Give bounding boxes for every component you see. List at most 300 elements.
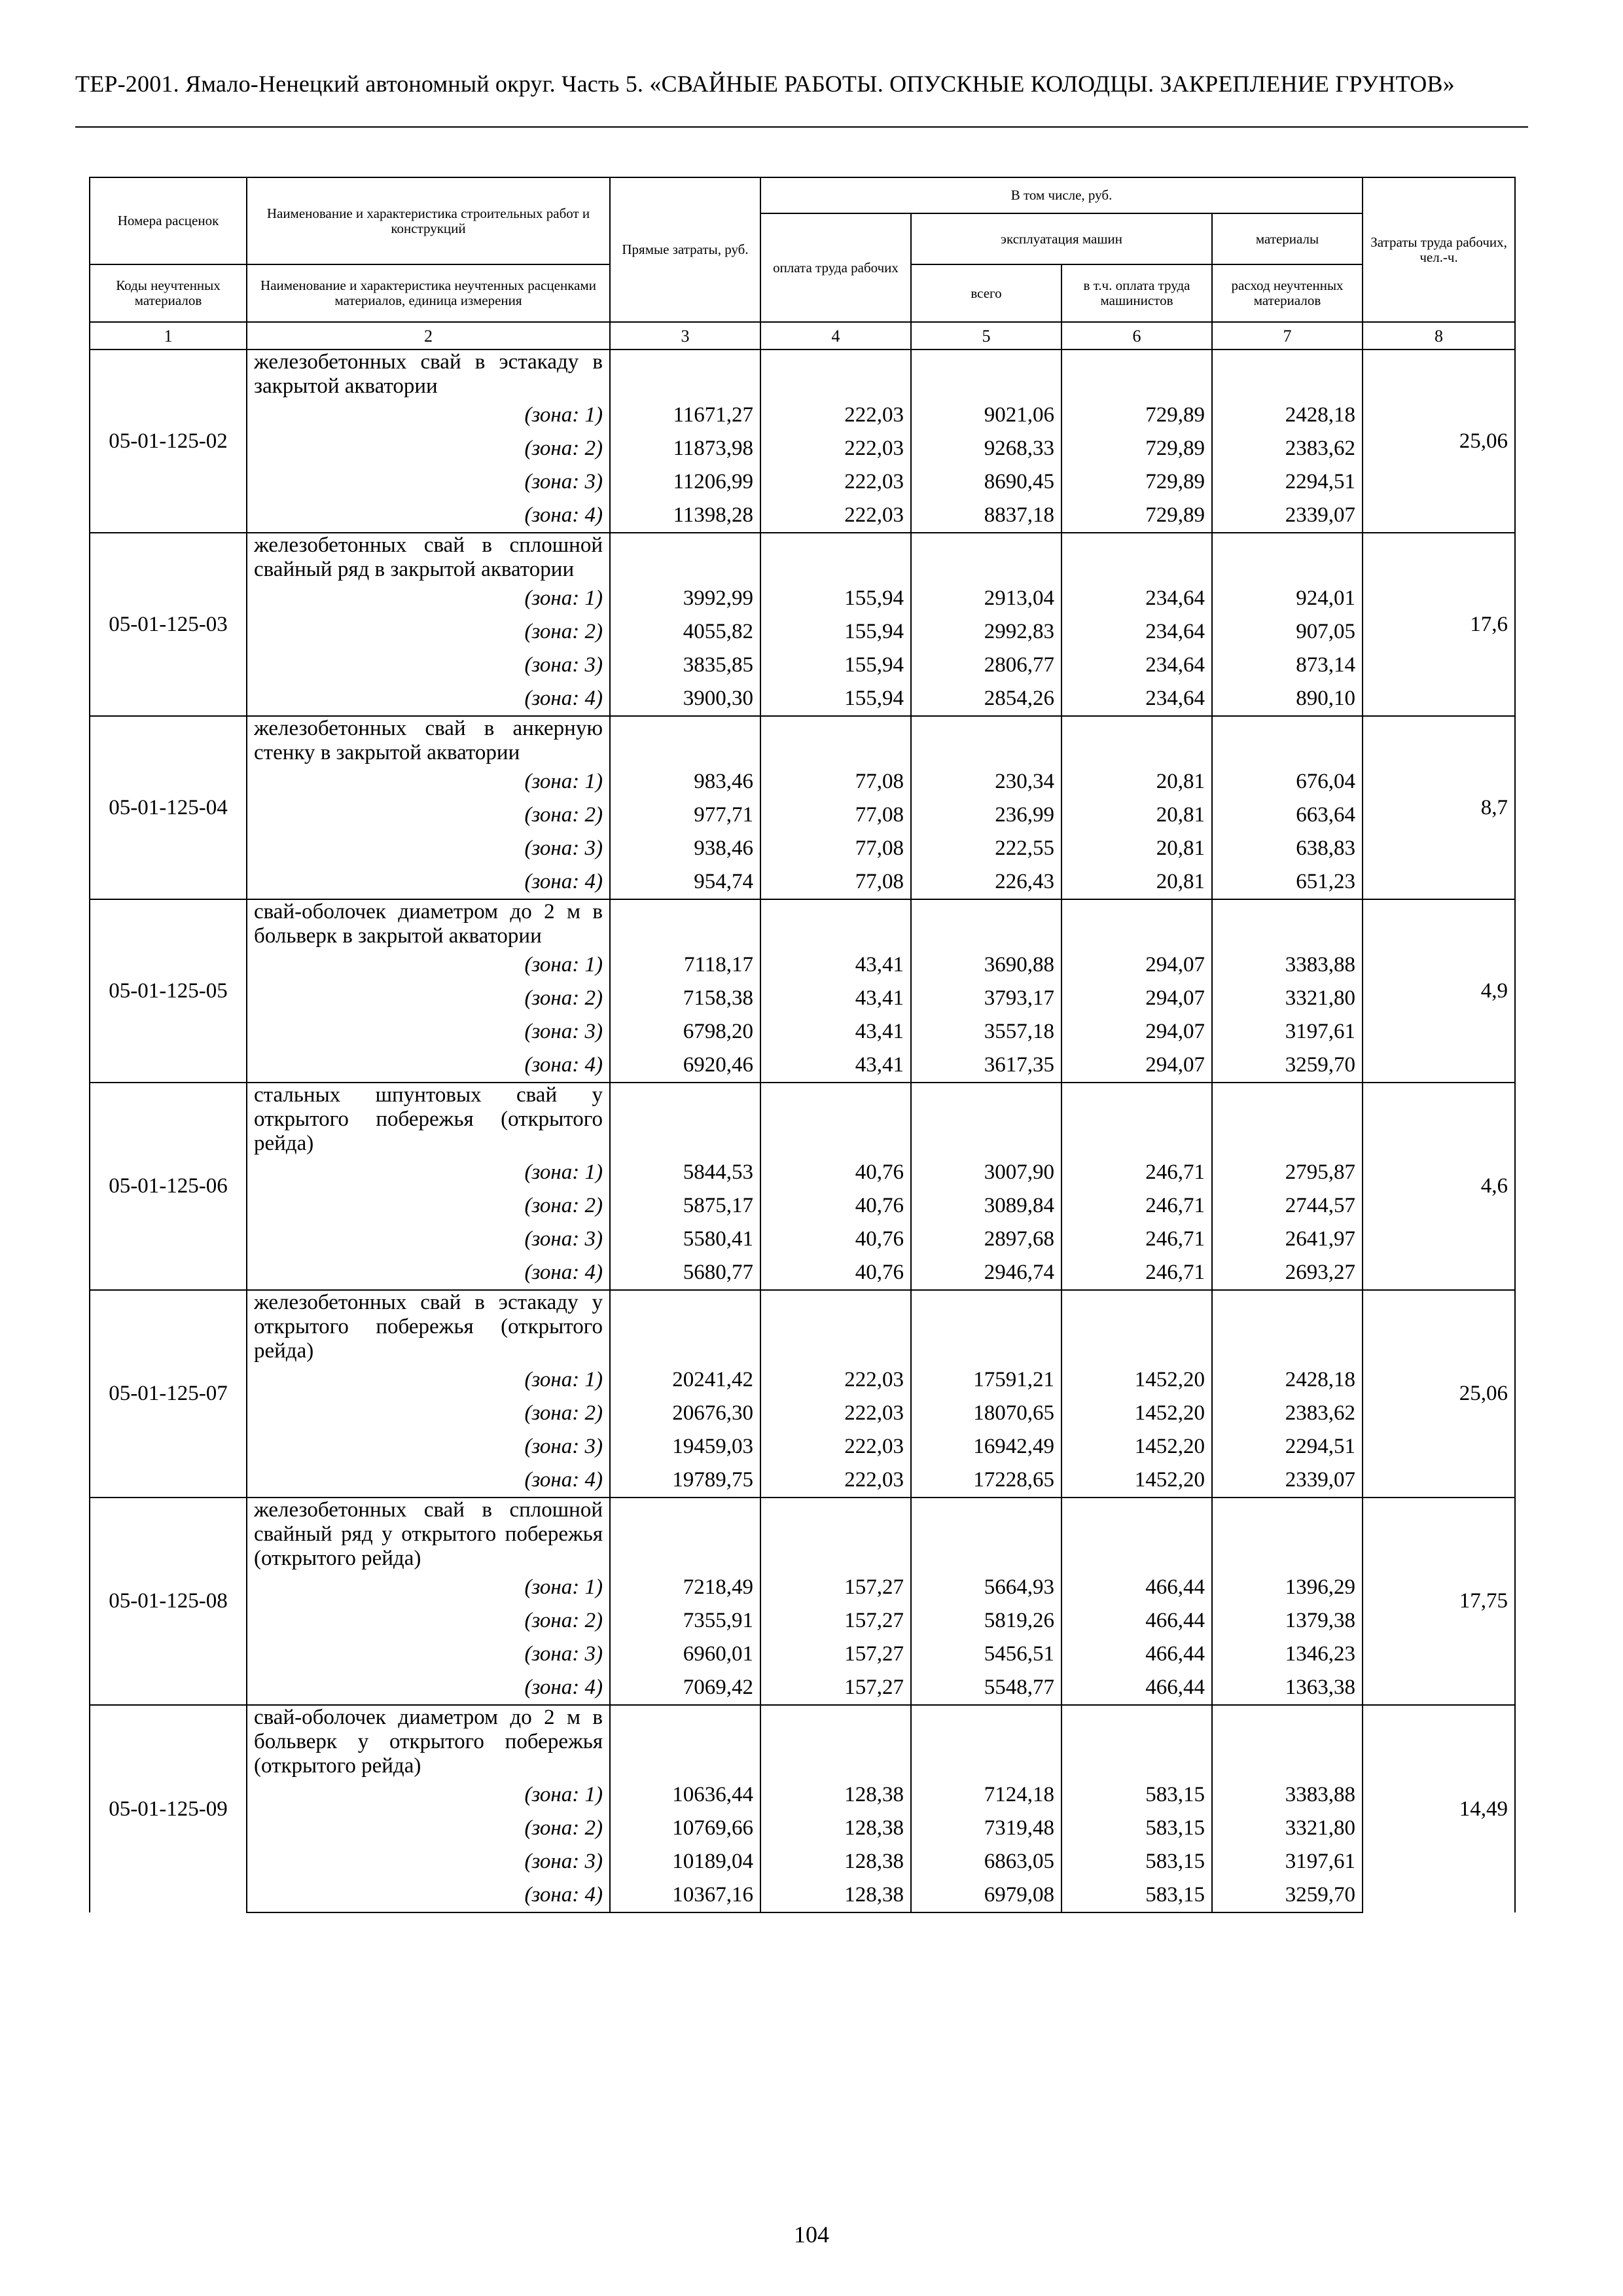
zone-label: (зона: 2) [247, 1189, 610, 1223]
materials-value: 2294,51 [1212, 1430, 1363, 1463]
worker-pay-value: 128,38 [760, 1812, 911, 1845]
operator-pay-value: 234,64 [1061, 682, 1212, 716]
rate-code: 05-01-125-02 [90, 350, 247, 533]
empty-cell [1212, 1083, 1363, 1156]
zone-label: (зона: 2) [247, 432, 610, 465]
table-header [90, 177, 1515, 350]
zone-row [90, 1256, 1515, 1290]
zone-label: (зона: 4) [247, 865, 610, 899]
operator-pay-value: 1452,20 [1061, 1363, 1212, 1397]
operator-pay-value: 234,64 [1061, 582, 1212, 615]
machine-total-value: 7124,18 [911, 1778, 1061, 1812]
materials-value: 1396,29 [1212, 1571, 1363, 1604]
rate-row [90, 716, 1515, 765]
zone-label: (зона: 2) [247, 1397, 610, 1430]
rate-description: железобетонных свай в сплошной свайный ряд у открытого побережья (открытого рейда) [247, 1498, 610, 1571]
operator-pay-value: 294,07 [1061, 948, 1212, 982]
zone-label: (зона: 4) [247, 1049, 610, 1083]
materials-value: 3197,61 [1212, 1845, 1363, 1878]
rate-description: железобетонных свай в эстакаду в закрытой акватории [247, 350, 610, 399]
operator-pay-value: 1452,20 [1061, 1463, 1212, 1498]
page-header: ТЕР-2001. Ямало-Ненецкий автономный округ. Часть 5. «СВАЙНЫЕ РАБОТЫ. ОПУСКНЫЕ КОЛОДЦЫ. ЗАКРЕПЛЕНИЕ ГРУНТОВ» [75, 71, 1455, 97]
machine-total-value: 2897,68 [911, 1223, 1061, 1256]
empty-cell [610, 350, 760, 399]
operator-pay-value: 1452,20 [1061, 1397, 1212, 1430]
header-unaccounted-materials: расход неучтенных материалов [1212, 264, 1363, 322]
machine-total-value: 17228,65 [911, 1463, 1061, 1498]
zone-row [90, 865, 1515, 899]
machine-total-value: 8690,45 [911, 465, 1061, 499]
zone-label: (зона: 3) [247, 1430, 610, 1463]
header-divider [75, 126, 1528, 128]
zone-row [90, 1463, 1515, 1498]
zone-label: (зона: 3) [247, 1015, 610, 1049]
machine-total-value: 236,99 [911, 798, 1061, 832]
worker-pay-value: 40,76 [760, 1256, 911, 1290]
materials-value: 2339,07 [1212, 1463, 1363, 1498]
zone-label: (зона: 1) [247, 399, 610, 432]
empty-cell [610, 533, 760, 582]
worker-pay-value: 157,27 [760, 1604, 911, 1638]
zone-label: (зона: 4) [247, 1463, 610, 1498]
materials-value: 873,14 [1212, 649, 1363, 682]
empty-cell [1212, 350, 1363, 399]
zone-label: (зона: 1) [247, 765, 610, 798]
machine-total-value: 5664,93 [911, 1571, 1061, 1604]
page-number: 104 [794, 2221, 829, 2248]
rate-description: стальных шпунтовых свай у открытого побережья (открытого рейда) [247, 1083, 610, 1156]
empty-cell [1061, 716, 1212, 765]
rate-code: 05-01-125-03 [90, 533, 247, 716]
zone-row [90, 832, 1515, 865]
header-direct-costs: Прямые затраты, руб. [610, 177, 760, 322]
empty-cell [1061, 899, 1212, 948]
zone-label: (зона: 3) [247, 649, 610, 682]
column-number-row [90, 322, 1515, 350]
machine-total-value: 3007,90 [911, 1156, 1061, 1189]
materials-value: 2744,57 [1212, 1189, 1363, 1223]
labor-cost: 4,6 [1363, 1083, 1515, 1290]
zone-row [90, 948, 1515, 982]
operator-pay-value: 729,89 [1061, 399, 1212, 432]
rate-code: 05-01-125-05 [90, 899, 247, 1083]
machine-total-value: 8837,18 [911, 499, 1061, 533]
machine-total-value: 9021,06 [911, 399, 1061, 432]
empty-cell [911, 1290, 1061, 1363]
materials-value: 2294,51 [1212, 465, 1363, 499]
materials-value: 663,64 [1212, 798, 1363, 832]
worker-pay-value: 43,41 [760, 1049, 911, 1083]
materials-value: 2641,97 [1212, 1223, 1363, 1256]
machine-total-value: 6979,08 [911, 1878, 1061, 1912]
worker-pay-value: 222,03 [760, 1430, 911, 1463]
zone-row [90, 1363, 1515, 1397]
zone-row [90, 1845, 1515, 1878]
materials-value: 3321,80 [1212, 982, 1363, 1015]
empty-cell [760, 350, 911, 399]
zone-row [90, 1189, 1515, 1223]
zone-row [90, 1878, 1515, 1912]
materials-value: 890,10 [1212, 682, 1363, 716]
zone-label: (зона: 2) [247, 615, 610, 649]
empty-cell [610, 716, 760, 765]
rate-row [90, 350, 1515, 399]
direct-costs-value: 983,46 [610, 765, 760, 798]
zone-label: (зона: 4) [247, 682, 610, 716]
rate-code: 05-01-125-04 [90, 716, 247, 899]
labor-cost: 4,9 [1363, 899, 1515, 1083]
operator-pay-value: 466,44 [1061, 1671, 1212, 1705]
materials-value: 2693,27 [1212, 1256, 1363, 1290]
worker-pay-value: 77,08 [760, 832, 911, 865]
empty-cell [760, 1083, 911, 1156]
operator-pay-value: 729,89 [1061, 499, 1212, 533]
rate-row [90, 1705, 1515, 1778]
rate-description: железобетонных свай в эстакаду у открытого побережья (открытого рейда) [247, 1290, 610, 1363]
column-number: 2 [247, 322, 610, 350]
operator-pay-value: 246,71 [1061, 1189, 1212, 1223]
table-body [90, 350, 1515, 1912]
direct-costs-value: 10636,44 [610, 1778, 760, 1812]
zone-row [90, 1812, 1515, 1845]
materials-value: 2795,87 [1212, 1156, 1363, 1189]
machine-total-value: 5548,77 [911, 1671, 1061, 1705]
empty-cell [1212, 1290, 1363, 1363]
empty-cell [610, 1290, 760, 1363]
direct-costs-value: 3900,30 [610, 682, 760, 716]
worker-pay-value: 222,03 [760, 432, 911, 465]
zone-label: (зона: 1) [247, 1363, 610, 1397]
zone-row [90, 1671, 1515, 1705]
header-rate-numbers: Номера расценок [90, 177, 247, 264]
empty-cell [911, 1083, 1061, 1156]
empty-cell [1212, 1498, 1363, 1571]
direct-costs-value: 5580,41 [610, 1223, 760, 1256]
zone-label: (зона: 3) [247, 465, 610, 499]
zone-row [90, 1638, 1515, 1671]
zone-row [90, 399, 1515, 432]
worker-pay-value: 157,27 [760, 1571, 911, 1604]
rate-row [90, 1290, 1515, 1363]
materials-value: 676,04 [1212, 765, 1363, 798]
worker-pay-value: 40,76 [760, 1223, 911, 1256]
operator-pay-value: 234,64 [1061, 615, 1212, 649]
zone-label: (зона: 3) [247, 1223, 610, 1256]
machine-total-value: 5456,51 [911, 1638, 1061, 1671]
direct-costs-value: 11398,28 [610, 499, 760, 533]
direct-costs-value: 7118,17 [610, 948, 760, 982]
empty-cell [1212, 899, 1363, 948]
rate-code: 05-01-125-06 [90, 1083, 247, 1290]
worker-pay-value: 77,08 [760, 798, 911, 832]
zone-label: (зона: 1) [247, 582, 610, 615]
machine-total-value: 3557,18 [911, 1015, 1061, 1049]
zone-label: (зона: 1) [247, 948, 610, 982]
worker-pay-value: 155,94 [760, 582, 911, 615]
operator-pay-value: 20,81 [1061, 798, 1212, 832]
zone-label: (зона: 3) [247, 1638, 610, 1671]
zone-row [90, 1604, 1515, 1638]
empty-cell [760, 899, 911, 948]
machine-total-value: 9268,33 [911, 432, 1061, 465]
zone-label: (зона: 2) [247, 982, 610, 1015]
rate-row [90, 899, 1515, 948]
materials-value: 651,23 [1212, 865, 1363, 899]
direct-costs-value: 977,71 [610, 798, 760, 832]
column-number: 8 [1363, 322, 1515, 350]
worker-pay-value: 43,41 [760, 982, 911, 1015]
empty-cell [610, 1498, 760, 1571]
rate-code: 05-01-125-08 [90, 1498, 247, 1705]
materials-value: 2428,18 [1212, 1363, 1363, 1397]
machine-total-value: 230,34 [911, 765, 1061, 798]
empty-cell [911, 533, 1061, 582]
column-number: 6 [1061, 322, 1212, 350]
worker-pay-value: 128,38 [760, 1778, 911, 1812]
zone-label: (зона: 1) [247, 1156, 610, 1189]
operator-pay-value: 466,44 [1061, 1604, 1212, 1638]
worker-pay-value: 222,03 [760, 465, 911, 499]
materials-value: 1379,38 [1212, 1604, 1363, 1638]
empty-cell [911, 716, 1061, 765]
materials-value: 907,05 [1212, 615, 1363, 649]
zone-label: (зона: 4) [247, 499, 610, 533]
machine-total-value: 3617,35 [911, 1049, 1061, 1083]
operator-pay-value: 466,44 [1061, 1571, 1212, 1604]
header-machine-operation: эксплуатация машин [911, 213, 1212, 264]
zone-label: (зона: 3) [247, 832, 610, 865]
zone-label: (зона: 4) [247, 1256, 610, 1290]
zone-label: (зона: 2) [247, 1812, 610, 1845]
worker-pay-value: 157,27 [760, 1638, 911, 1671]
operator-pay-value: 234,64 [1061, 649, 1212, 682]
direct-costs-value: 4055,82 [610, 615, 760, 649]
machine-total-value: 2992,83 [911, 615, 1061, 649]
direct-costs-value: 5875,17 [610, 1189, 760, 1223]
empty-cell [760, 533, 911, 582]
zone-row [90, 1571, 1515, 1604]
operator-pay-value: 246,71 [1061, 1256, 1212, 1290]
header-materials: материалы [1212, 213, 1363, 264]
materials-value: 2383,62 [1212, 432, 1363, 465]
worker-pay-value: 40,76 [760, 1156, 911, 1189]
machine-total-value: 16942,49 [911, 1430, 1061, 1463]
zone-label: (зона: 4) [247, 1671, 610, 1705]
rate-row [90, 533, 1515, 582]
direct-costs-value: 20241,42 [610, 1363, 760, 1397]
rate-description: свай-оболочек диаметром до 2 м в больверк в закрытой акватории [247, 899, 610, 948]
empty-cell [610, 899, 760, 948]
rate-code: 05-01-125-09 [90, 1705, 247, 1912]
empty-cell [911, 1705, 1061, 1778]
labor-cost: 17,75 [1363, 1498, 1515, 1705]
direct-costs-value: 3992,99 [610, 582, 760, 615]
empty-cell [1061, 533, 1212, 582]
operator-pay-value: 583,15 [1061, 1845, 1212, 1878]
operator-pay-value: 294,07 [1061, 1049, 1212, 1083]
header-material-codes: Коды неучтенных материалов [90, 264, 247, 322]
worker-pay-value: 222,03 [760, 1397, 911, 1430]
empty-cell [760, 1498, 911, 1571]
zone-row [90, 682, 1515, 716]
direct-costs-value: 954,74 [610, 865, 760, 899]
worker-pay-value: 40,76 [760, 1189, 911, 1223]
worker-pay-value: 77,08 [760, 765, 911, 798]
materials-value: 3383,88 [1212, 948, 1363, 982]
operator-pay-value: 20,81 [1061, 765, 1212, 798]
labor-cost: 8,7 [1363, 716, 1515, 899]
operator-pay-value: 294,07 [1061, 982, 1212, 1015]
empty-cell [760, 1290, 911, 1363]
operator-pay-value: 729,89 [1061, 465, 1212, 499]
zone-row [90, 798, 1515, 832]
header-work-description: Наименование и характеристика строительных работ и конструкций [247, 177, 610, 264]
direct-costs-value: 11206,99 [610, 465, 760, 499]
machine-total-value: 2913,04 [911, 582, 1061, 615]
zone-row [90, 649, 1515, 682]
direct-costs-value: 10769,66 [610, 1812, 760, 1845]
operator-pay-value: 466,44 [1061, 1638, 1212, 1671]
materials-value: 2383,62 [1212, 1397, 1363, 1430]
materials-value: 3259,70 [1212, 1049, 1363, 1083]
zone-row [90, 615, 1515, 649]
direct-costs-value: 5844,53 [610, 1156, 760, 1189]
operator-pay-value: 729,89 [1061, 432, 1212, 465]
zone-row [90, 465, 1515, 499]
worker-pay-value: 43,41 [760, 948, 911, 982]
zone-row [90, 582, 1515, 615]
machine-total-value: 18070,65 [911, 1397, 1061, 1430]
worker-pay-value: 155,94 [760, 649, 911, 682]
rate-row [90, 1083, 1515, 1156]
materials-value: 3383,88 [1212, 1778, 1363, 1812]
operator-pay-value: 20,81 [1061, 832, 1212, 865]
empty-cell [911, 899, 1061, 948]
machine-total-value: 2946,74 [911, 1256, 1061, 1290]
materials-value: 924,01 [1212, 582, 1363, 615]
zone-label: (зона: 2) [247, 798, 610, 832]
empty-cell [1061, 1705, 1212, 1778]
operator-pay-value: 1452,20 [1061, 1430, 1212, 1463]
materials-value: 3197,61 [1212, 1015, 1363, 1049]
materials-value: 1363,38 [1212, 1671, 1363, 1705]
worker-pay-value: 128,38 [760, 1878, 911, 1912]
empty-cell [1061, 1290, 1212, 1363]
labor-cost: 17,6 [1363, 533, 1515, 716]
zone-row [90, 432, 1515, 465]
labor-cost: 25,06 [1363, 350, 1515, 533]
column-number: 4 [760, 322, 911, 350]
empty-cell [610, 1705, 760, 1778]
direct-costs-value: 11873,98 [610, 432, 760, 465]
column-number: 5 [911, 322, 1061, 350]
header-operator-pay: в т.ч. оплата труда машинистов [1061, 264, 1212, 322]
direct-costs-value: 7158,38 [610, 982, 760, 1015]
zone-row [90, 1430, 1515, 1463]
machine-total-value: 222,55 [911, 832, 1061, 865]
zone-row [90, 1223, 1515, 1256]
direct-costs-value: 3835,85 [610, 649, 760, 682]
operator-pay-value: 583,15 [1061, 1778, 1212, 1812]
machine-total-value: 3089,84 [911, 1189, 1061, 1223]
rates-table [89, 177, 1516, 1913]
zone-row [90, 982, 1515, 1015]
machine-total-value: 17591,21 [911, 1363, 1061, 1397]
machine-total-value: 3690,88 [911, 948, 1061, 982]
zone-label: (зона: 1) [247, 1571, 610, 1604]
empty-cell [760, 716, 911, 765]
operator-pay-value: 294,07 [1061, 1015, 1212, 1049]
zone-row [90, 765, 1515, 798]
zone-row [90, 1049, 1515, 1083]
column-number: 1 [90, 322, 247, 350]
zone-row [90, 1156, 1515, 1189]
empty-cell [911, 350, 1061, 399]
direct-costs-value: 6920,46 [610, 1049, 760, 1083]
zone-row [90, 499, 1515, 533]
worker-pay-value: 222,03 [760, 1463, 911, 1498]
empty-cell [1212, 533, 1363, 582]
empty-cell [1061, 1498, 1212, 1571]
empty-cell [610, 1083, 760, 1156]
direct-costs-value: 6960,01 [610, 1638, 760, 1671]
direct-costs-value: 11671,27 [610, 399, 760, 432]
materials-value: 3321,80 [1212, 1812, 1363, 1845]
worker-pay-value: 222,03 [760, 1363, 911, 1397]
materials-value: 3259,70 [1212, 1878, 1363, 1912]
worker-pay-value: 128,38 [760, 1845, 911, 1878]
direct-costs-value: 19789,75 [610, 1463, 760, 1498]
labor-cost: 14,49 [1363, 1705, 1515, 1912]
empty-cell [760, 1705, 911, 1778]
direct-costs-value: 7218,49 [610, 1571, 760, 1604]
labor-cost: 25,06 [1363, 1290, 1515, 1498]
direct-costs-value: 5680,77 [610, 1256, 760, 1290]
operator-pay-value: 246,71 [1061, 1223, 1212, 1256]
machine-total-value: 2854,26 [911, 682, 1061, 716]
zone-label: (зона: 4) [247, 1878, 610, 1912]
direct-costs-value: 938,46 [610, 832, 760, 865]
direct-costs-value: 7069,42 [610, 1671, 760, 1705]
rate-code: 05-01-125-07 [90, 1290, 247, 1498]
worker-pay-value: 157,27 [760, 1671, 911, 1705]
worker-pay-value: 222,03 [760, 399, 911, 432]
worker-pay-value: 155,94 [760, 615, 911, 649]
header-including: В том числе, руб. [760, 177, 1363, 213]
machine-total-value: 2806,77 [911, 649, 1061, 682]
zone-label: (зона: 2) [247, 1604, 610, 1638]
header-labor-costs: Затраты труда рабочих, чел.-ч. [1363, 177, 1515, 322]
direct-costs-value: 10367,16 [610, 1878, 760, 1912]
empty-cell [1212, 716, 1363, 765]
zone-row [90, 1397, 1515, 1430]
zone-row [90, 1015, 1515, 1049]
direct-costs-value: 10189,04 [610, 1845, 760, 1878]
zone-label: (зона: 1) [247, 1778, 610, 1812]
worker-pay-value: 155,94 [760, 682, 911, 716]
direct-costs-value: 20676,30 [610, 1397, 760, 1430]
empty-cell [1061, 350, 1212, 399]
worker-pay-value: 222,03 [760, 499, 911, 533]
materials-value: 638,83 [1212, 832, 1363, 865]
empty-cell [1061, 1083, 1212, 1156]
materials-value: 2339,07 [1212, 499, 1363, 533]
worker-pay-value: 77,08 [760, 865, 911, 899]
rate-row [90, 1498, 1515, 1571]
operator-pay-value: 583,15 [1061, 1878, 1212, 1912]
direct-costs-value: 6798,20 [610, 1015, 760, 1049]
operator-pay-value: 20,81 [1061, 865, 1212, 899]
